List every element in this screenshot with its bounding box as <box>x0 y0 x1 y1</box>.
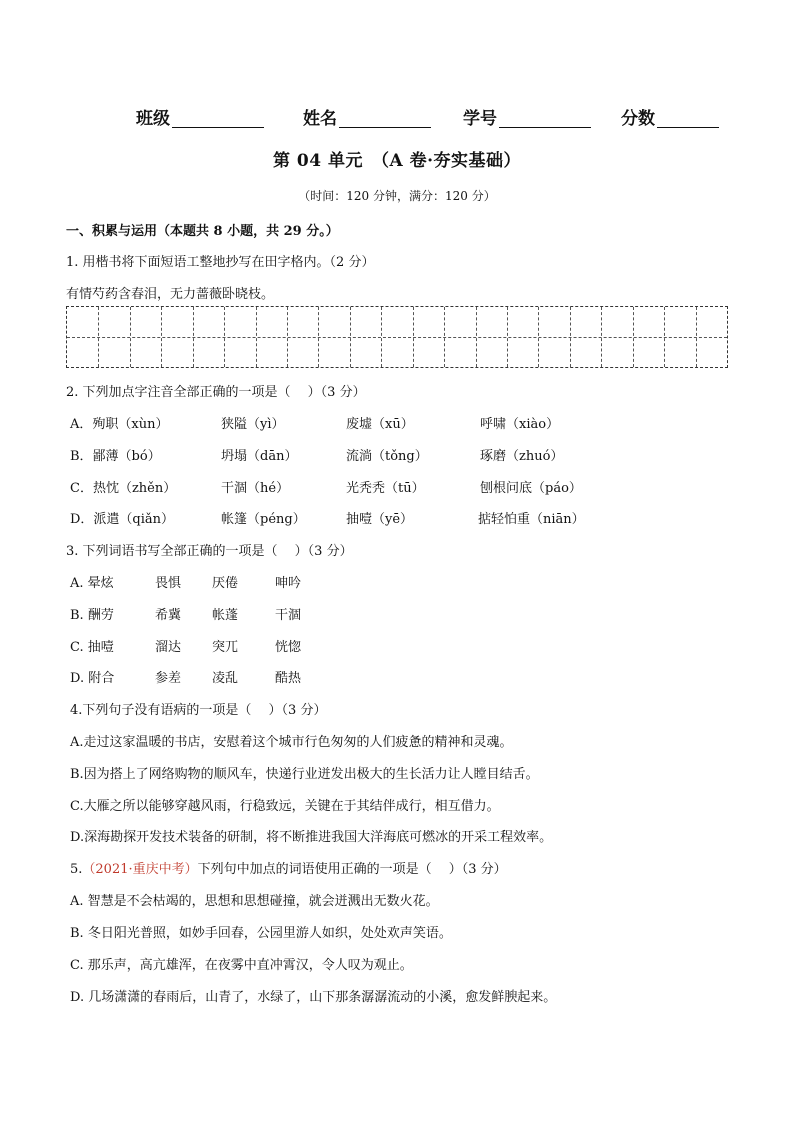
question-5-source: （2021·重庆中考） <box>82 862 198 877</box>
grid-midline <box>67 337 727 338</box>
grid-divider <box>413 307 414 367</box>
question-4-option-c[interactable]: C.大雁之所以能够穿越风雨，行稳致远，关键在于其结伴成行，相互借力。 <box>70 799 500 814</box>
grid-divider <box>130 307 131 367</box>
exam-title: 第 04 单元 （A 卷·夯实基础） <box>272 151 522 171</box>
exam-page: 班级 姓名 学号 分数 第 04 单元 （A 卷·夯实基础） （时间：120 分钟，满分：120 分） 一、积累与运用（本题共 8 小题，共 29 分。） 1. 用楷书将下面短语工整地抄写在田字格内。（2 分） 有情芍药含春泪，无力蔷薇卧晓枝。 2. 下列加点字注音全部正确的一项是（ ）（3 分） A．殉职（xùn） 狭隘（yì） 废墟（xū） 呼啸（xiào） B．鄙薄（bó） 坍塌（dān） 流淌（tǒng） 琢磨（zhuó） C．热忱（zhěn） 干涸（hé） 光秃秃（tū） 刨根问底（páo） D．派遣（qiǎn） 帐篷（péng） 抽噎（yē） 掂轻怕重（niān） 3. 下列词语书写全部正确的一项是（ ）（3 分） A. 晕炫 畏惧 厌倦 呻吟 B. 酬劳 希冀 帐蓬 干涸 C. 抽噎 溜达 突兀 恍惚 D. 附合 参差 凌乱 酷热 4.下列句子没有语病的一项是（ ）（3 分） A.走过这家温暖的书店，安慰着这个城市行色匆匆的人们疲惫的精神和灵魂。 B.因为搭上了网络购物的顺风车，快递行业迸发出极大的生长活力让人瞠目结舌。 C.大雁之所以能够穿越风雨，行稳致远，关键在于其结伴成行，相互借力。 D.深海勘探开发技术装备的研制，将不断推进我国大洋海底可燃冰的开采工程效率。 5.（2021·重庆中考）下列句中加点的词语使用正确的一项是（ ）（3 分） A. 智慧是不会枯竭的，思想和思想碰撞，就会迸溅出无数火花。 B. 冬日阳光普照，如妙手回春，公园里游人如织，处处欢声笑语。 C. 那乐声，高亢雄浑，在夜雾中直冲霄汉，令人叹为观止。 D. 几场潇潇的春雨后，山青了，水绿了，山下那条潺潺流动的小溪，愈发鲜腴起来。 <box>0 0 794 1123</box>
question-5-stem-line <box>70 858 507 877</box>
grid-divider <box>507 307 508 367</box>
student-id-field[interactable] <box>463 104 591 129</box>
question-5-option-c[interactable]: C. 那乐声，高亢雄浑，在夜雾中直冲霄汉，令人叹为观止。 <box>70 958 413 973</box>
score-field[interactable] <box>621 104 719 129</box>
question-5-number: 5. <box>70 862 83 877</box>
class-label: 班级 <box>136 109 170 129</box>
time-info: （时间：120 分钟，满分：120 分） <box>298 189 496 203</box>
name-blank[interactable] <box>339 109 431 128</box>
grid-divider <box>696 307 697 367</box>
grid-divider <box>318 307 319 367</box>
question-1-stem: 1. 用楷书将下面短语工整地抄写在田字格内。（2 分） <box>66 255 375 270</box>
grid-divider <box>98 307 99 367</box>
grid-divider <box>350 307 351 367</box>
question-5-stem: 下列句中加点的词语使用正确的一项是（ ）（3 分） <box>197 862 507 877</box>
grid-divider <box>601 307 602 367</box>
question-4-option-d[interactable]: D.深海勘探开发技术装备的研制，将不断推进我国大洋海底可燃冰的开采工程效率。 <box>70 830 553 845</box>
grid-divider <box>161 307 162 367</box>
section-heading: 一、积累与运用（本题共 8 小题，共 29 分。） <box>66 224 339 239</box>
question-4-stem: 4.下列句子没有语病的一项是（ ）（3 分） <box>70 703 327 718</box>
student-id-label: 学号 <box>463 109 497 129</box>
tianzige-grid[interactable] <box>66 306 728 368</box>
grid-divider <box>381 307 382 367</box>
grid-divider <box>570 307 571 367</box>
student-id-blank[interactable] <box>499 109 591 128</box>
grid-divider <box>444 307 445 367</box>
class-blank[interactable] <box>172 109 264 128</box>
score-blank[interactable] <box>657 109 719 128</box>
question-2-stem: 2. 下列加点字注音全部正确的一项是（ ）（3 分） <box>66 385 366 400</box>
question-4-option-b[interactable]: B.因为搭上了网络购物的顺风车，快递行业迸发出极大的生长活力让人瞠目结舌。 <box>70 767 539 782</box>
question-3-stem: 3. 下列词语书写全部正确的一项是（ ）（3 分） <box>66 544 353 559</box>
question-5-option-d[interactable]: D. 几场潇潇的春雨后，山青了，水绿了，山下那条潺潺流动的小溪，愈发鲜腴起来。 <box>70 990 557 1005</box>
question-5-option-a[interactable]: A. 智慧是不会枯竭的，思想和思想碰撞，就会迸溅出无数火花。 <box>70 894 439 909</box>
grid-divider <box>287 307 288 367</box>
grid-divider <box>476 307 477 367</box>
name-label: 姓名 <box>303 109 337 129</box>
grid-divider <box>256 307 257 367</box>
question-5-option-b[interactable]: B. 冬日阳光普照，如妙手回春，公园里游人如织，处处欢声笑语。 <box>70 926 452 941</box>
student-info-row <box>0 104 794 130</box>
grid-divider <box>193 307 194 367</box>
score-label: 分数 <box>621 109 655 129</box>
grid-divider <box>633 307 634 367</box>
question-4-option-a[interactable]: A.走过这家温暖的书店，安慰着这个城市行色匆匆的人们疲惫的精神和灵魂。 <box>70 735 513 750</box>
name-field[interactable] <box>303 104 431 129</box>
grid-divider <box>224 307 225 367</box>
grid-divider <box>538 307 539 367</box>
class-field[interactable] <box>136 104 264 129</box>
question-1-phrase: 有情芍药含春泪，无力蔷薇卧晓枝。 <box>66 287 275 302</box>
grid-divider <box>664 307 665 367</box>
